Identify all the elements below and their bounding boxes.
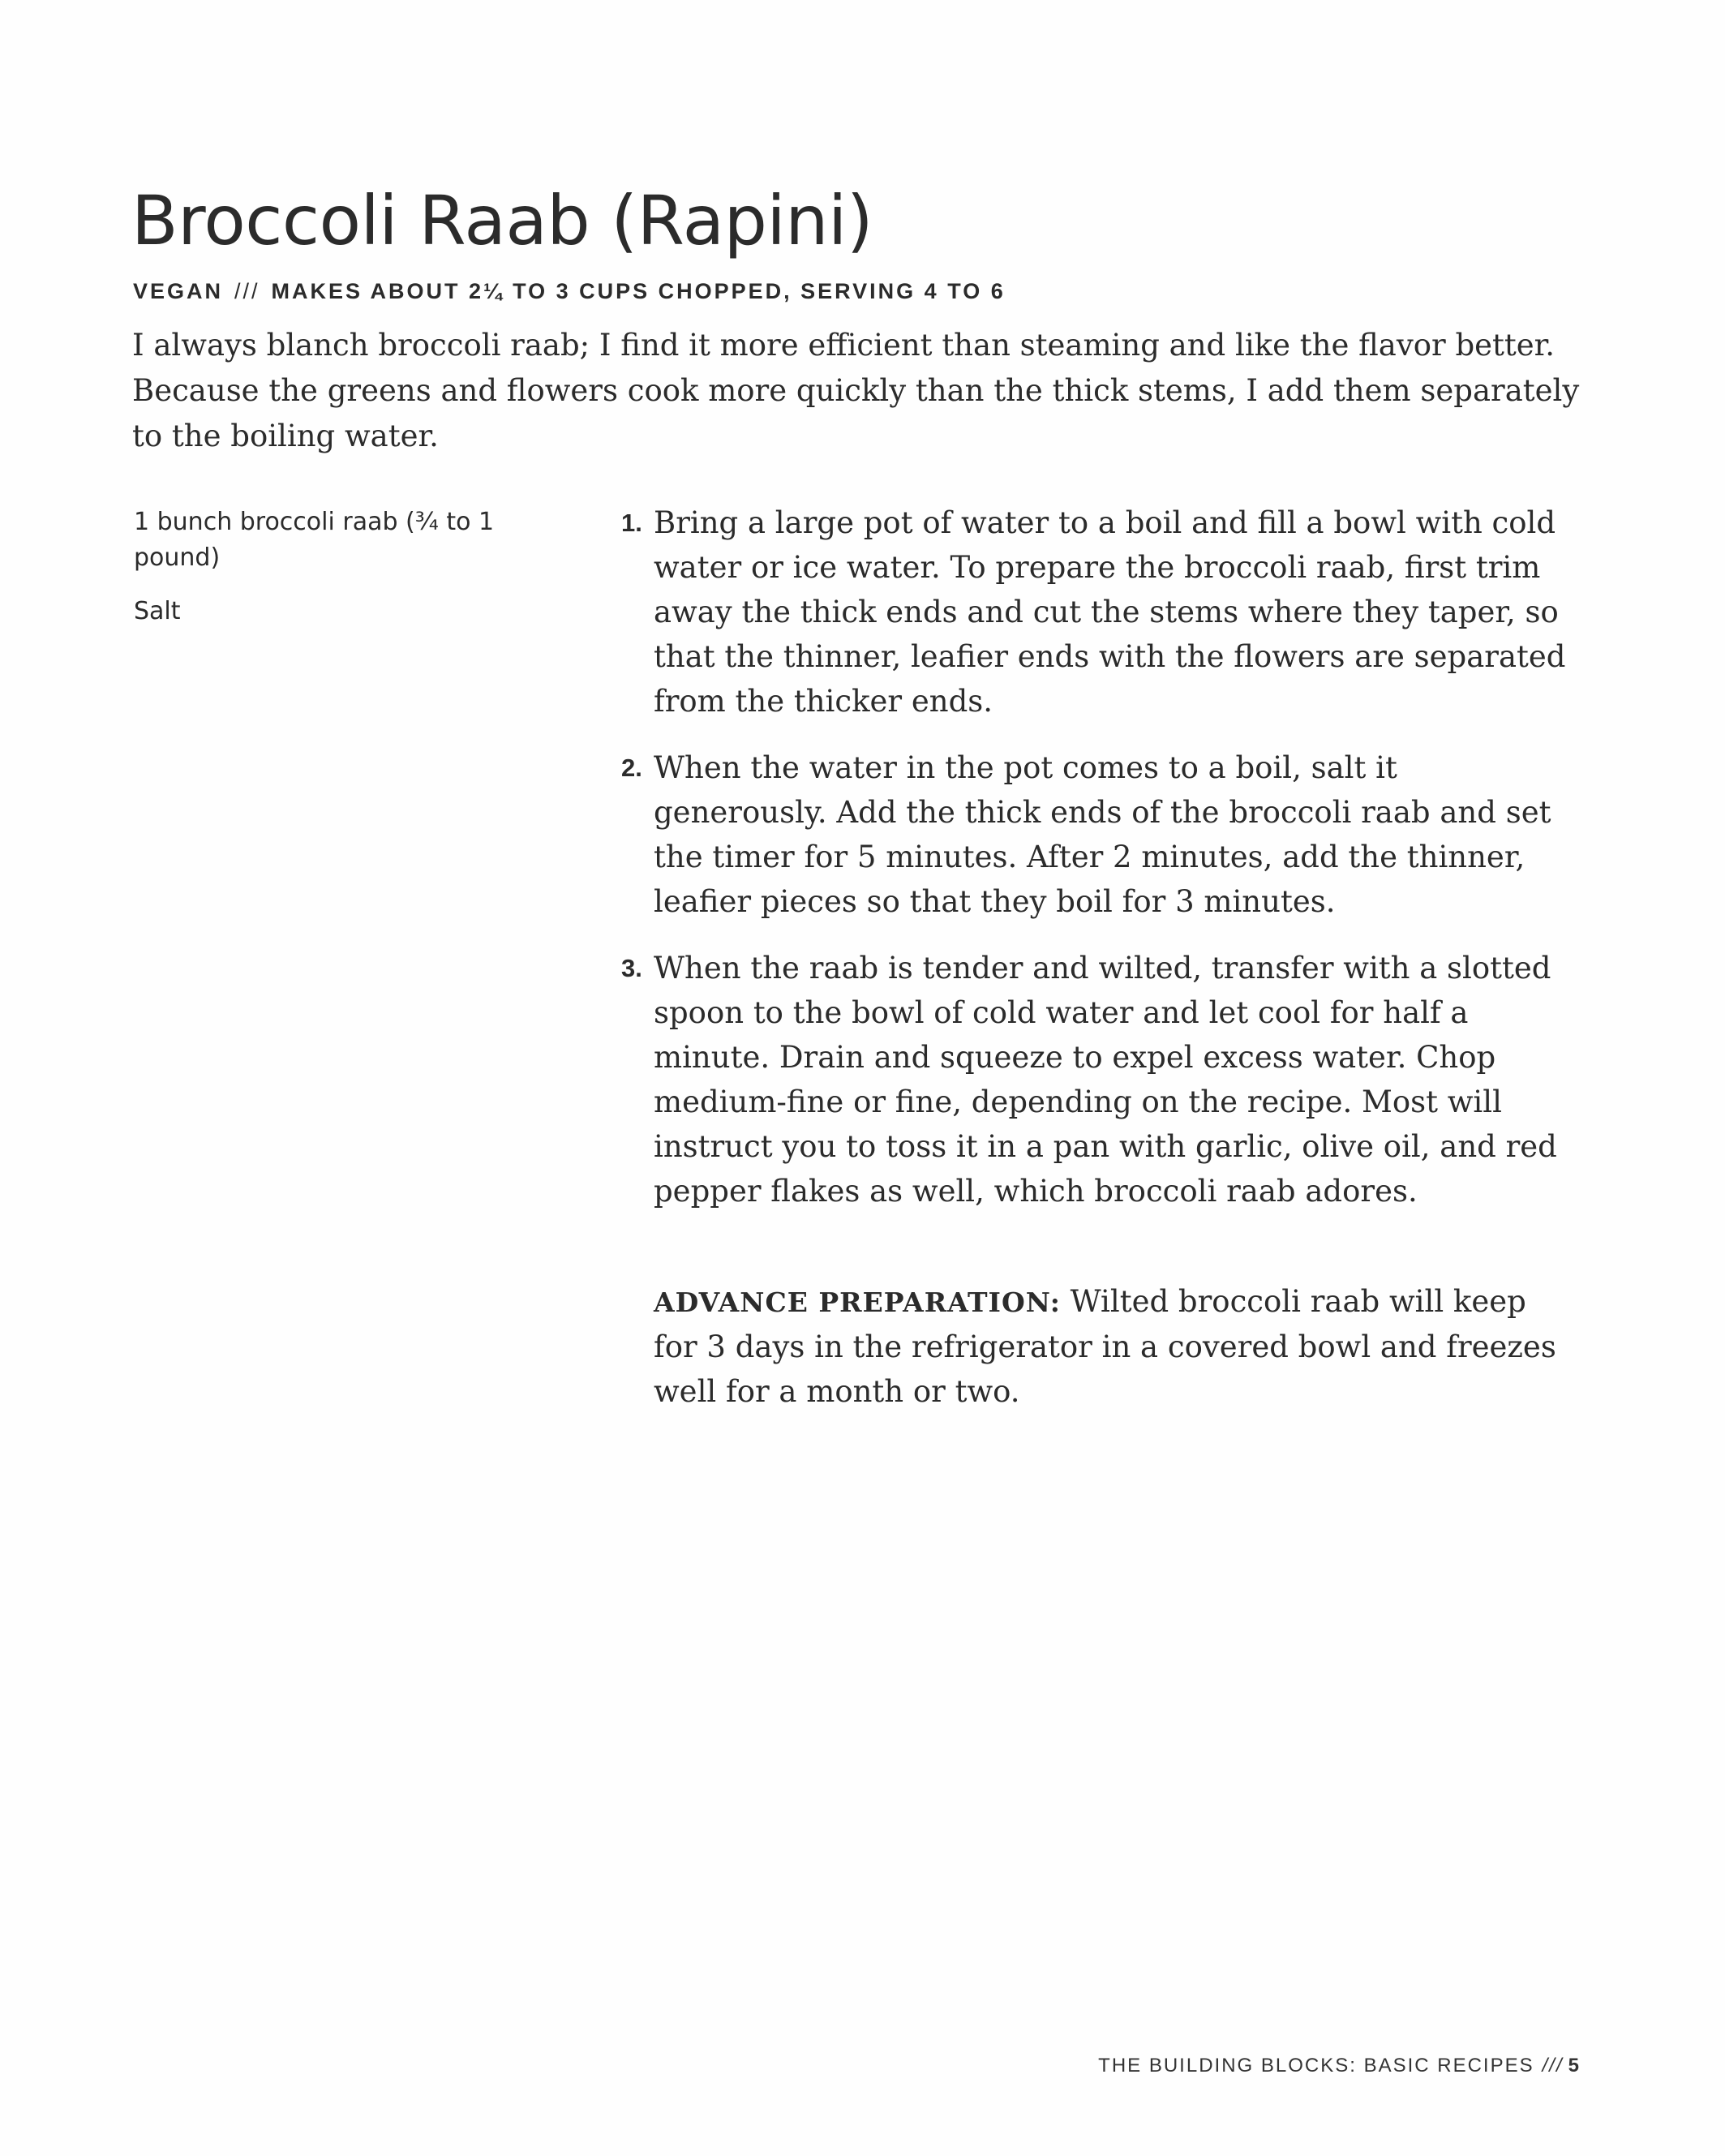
step-text: When the raab is tender and wilted, transfer with a slotted spoon to the bowl of cold water and let cool for half a minute. Drain and squeeze to expel excess water. Chop medium-fine or fine, depending on the recipe. Most will instruct you to toss it in a pan with garlic, olive oil, and red pepper flakes as well, which broccoli raab adores. [654, 951, 1557, 1209]
step-item [621, 745, 1578, 924]
recipe-subtitle [133, 277, 1006, 305]
step-number: 1. [621, 509, 642, 537]
step-item [621, 500, 1578, 724]
steps-list [621, 500, 1578, 1235]
step-text: When the water in the pot comes to a boil, salt it generously. Add the thick ends of the broccoli raab and set the timer for 5 minutes. After 2 minutes, add the thinner, leafier pieces so that they boil for 3 minutes. [654, 750, 1551, 919]
step-item [621, 946, 1578, 1213]
page-footer [1098, 2054, 1581, 2078]
advance-preparation-label: ADVANCE PREPARATION: [654, 1286, 1061, 1318]
ingredients-list [134, 505, 539, 647]
ingredient-item: Salt [134, 597, 181, 625]
diet-label: VEGAN [133, 279, 224, 303]
step-text: Bring a large pot of water to a boil and fill a bowl with cold water or ice water. To prepare the broccoli raab, first trim away the thick ends and cut the stems where they taper, so that the thinner, leafier ends with the flowers are separated from the thicker ends. [654, 505, 1566, 719]
advance-preparation [654, 1279, 1578, 1414]
recipe-intro: I always blanch broccoli raab; I find it more efficient than steaming and like the flavor better. Because the greens and flowers cook more quickly than the thick stems, I add them separately to the boiling water. [132, 328, 1580, 453]
ingredient-item: 1 bunch broccoli raab (¾ to 1 pound) [134, 508, 495, 572]
step-number: 2. [621, 754, 642, 782]
footer-separator: /// [1542, 2055, 1564, 2077]
yield-label: MAKES ABOUT 2¼ TO 3 CUPS CHOPPED, SERVING 4 TO 6 [271, 279, 1006, 303]
recipe-title: Broccoli Raab (Rapini) [131, 181, 873, 260]
advance-preparation-text: Wilted broccoli raab will keep for 3 days in the refrigerator in a covered bowl and freezes well for a month or two. [654, 1284, 1556, 1409]
footer-section-title: THE BUILDING BLOCKS: BASIC RECIPES [1098, 2055, 1534, 2077]
page-number: 5 [1568, 2055, 1581, 2077]
subtitle-separator: /// [234, 279, 260, 303]
step-number: 3. [621, 954, 642, 982]
